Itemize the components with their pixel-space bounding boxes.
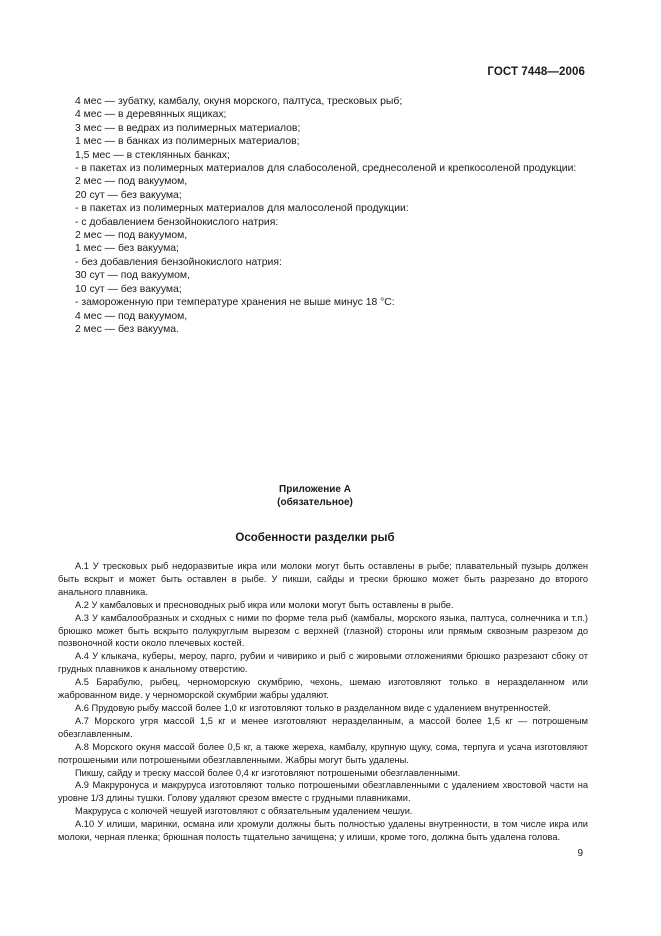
list-item: 1,5 мес — в стеклянных банках; <box>75 149 230 161</box>
list-item: 1 мес — в банках из полимерных материалов; <box>75 136 300 148</box>
annex-paragraph: А.1 У тресковых рыб недоразвитые икра или молоки могут быть оставлены в рыбе; плавательный пузырь должен быть вскрыт и может быть оставлен в рыбе. У пикши, сайды и трески брюшко может быть разрезано до второго анального плавника. <box>58 561 588 597</box>
page-number: 9 <box>577 848 583 859</box>
list-item: - в пакетах из полимерных материалов для малосоленой продукции: <box>75 203 409 215</box>
list-item: - в пакетах из полимерных материалов для слабосоленой, среднесоленой и крепкосоленой продукции: <box>75 163 577 175</box>
annex-paragraph: А.4 У клыкача, куберы, мероу, парго, рубии и чивирико и рыб с жировыми отложениями брюшко разрезают сбоку от грудных плавников к анальному отверстию. <box>58 651 588 675</box>
annex-paragraph: А.10 У илиши, маринки, османа или хромули должны быть полностью удалены внутренности, в том числе икра или молоки, черная пленка; брюшная полость тщательно зачищена; у илиши, кроме того, должна быть удалена голова. <box>58 819 588 843</box>
list-item: 2 мес — под вакуумом, <box>75 230 188 242</box>
document-header-standard: ГОСТ 7448—2006 <box>487 66 585 78</box>
list-item: 1 мес — без вакуума; <box>75 243 179 255</box>
list-item: 30 сут — под вакуумом, <box>75 270 190 282</box>
annex-paragraph: А.6 Прудовую рыбу массой более 1,0 кг изготовляют только в разделанном виде с удалением внутренностей. <box>75 702 551 713</box>
annex-label: Приложение А <box>279 484 351 495</box>
annex-paragraph: А.7 Морского угря массой 1,5 кг и менее изготовляют неразделанным, а массой более 1,5 кг — потрошеным обезглавленным. <box>58 715 588 739</box>
list-item: 4 мес — под вакуумом, <box>75 310 188 322</box>
list-item: - с добавлением бензойнокислого натрия: <box>75 216 279 228</box>
list-item: - замороженную при температуре хранения не выше минус 18 °С: <box>75 297 395 309</box>
annex-heading <box>0 483 630 509</box>
list-item: 3 мес — в ведрах из полимерных материалов; <box>75 122 301 134</box>
annex-body <box>58 560 588 844</box>
list-item: 20 сут — без вакуума; <box>75 189 182 201</box>
annex-paragraph: А.2 У камбаловых и пресноводных рыб икра или молоки могут быть оставлены в рыбе. <box>75 599 454 610</box>
annex-status: (обязательное) <box>277 497 353 508</box>
annex-paragraph: А.9 Макруронуса и макруруса изготовляют только потрошеными обезглавленными с удалением хвостовой части на уровне 1/3 длины тушки. Голову удаляют срезом вместе с грудными плавниками. <box>58 780 588 804</box>
annex-paragraph: А.8 Морского окуня массой более 0,5 кг, а также жереха, камбалу, крупную щуку, сома, терпуга и усача изготовляют потрошеными или потрошеными обезглавленными. Жабры могут быть удалены. <box>58 741 588 765</box>
storage-terms-list <box>58 95 588 336</box>
annex-title: Особенности разделки рыб <box>235 532 395 544</box>
annex-paragraph: Макруруса с колючей чешуей изготовляют с обязательным удалением чешуи. <box>75 806 413 817</box>
list-item: 10 сут — без вакуума; <box>75 283 182 295</box>
list-item: - без добавления бензойнокислого натрия: <box>75 256 282 268</box>
annex-paragraph: Пикшу, сайду и треску массой более 0,4 кг изготовляют потрошеными обезглавленными. <box>75 767 461 778</box>
list-item: 2 мес — без вакуума. <box>75 323 179 335</box>
annex-paragraph: А.3 У камбалообразных и сходных с ними по форме тела рыб (камбалы, морского языка, палтуса, солнечника и т.п.) брюшко может быть вскрыто полукруглым вырезом с верхней (глазной) стороны или прямым сквозным разрезом до позвоночной кости около плечевых костей. <box>58 612 588 649</box>
list-item: 4 мес — в деревянных ящиках; <box>75 109 227 121</box>
list-item: 2 мес — под вакуумом, <box>75 176 188 188</box>
annex-paragraph: А.5 Барабулю, рыбец, черноморскую скумбрию, чехонь, шемаю изготовляют только в неразделанном или жаброванном виде. у черноморской скумбрии жабры удаляют. <box>58 677 588 701</box>
list-item: 4 мес — зубатку, камбалу, окуня морского, палтуса, тресковых рыб; <box>75 96 403 107</box>
